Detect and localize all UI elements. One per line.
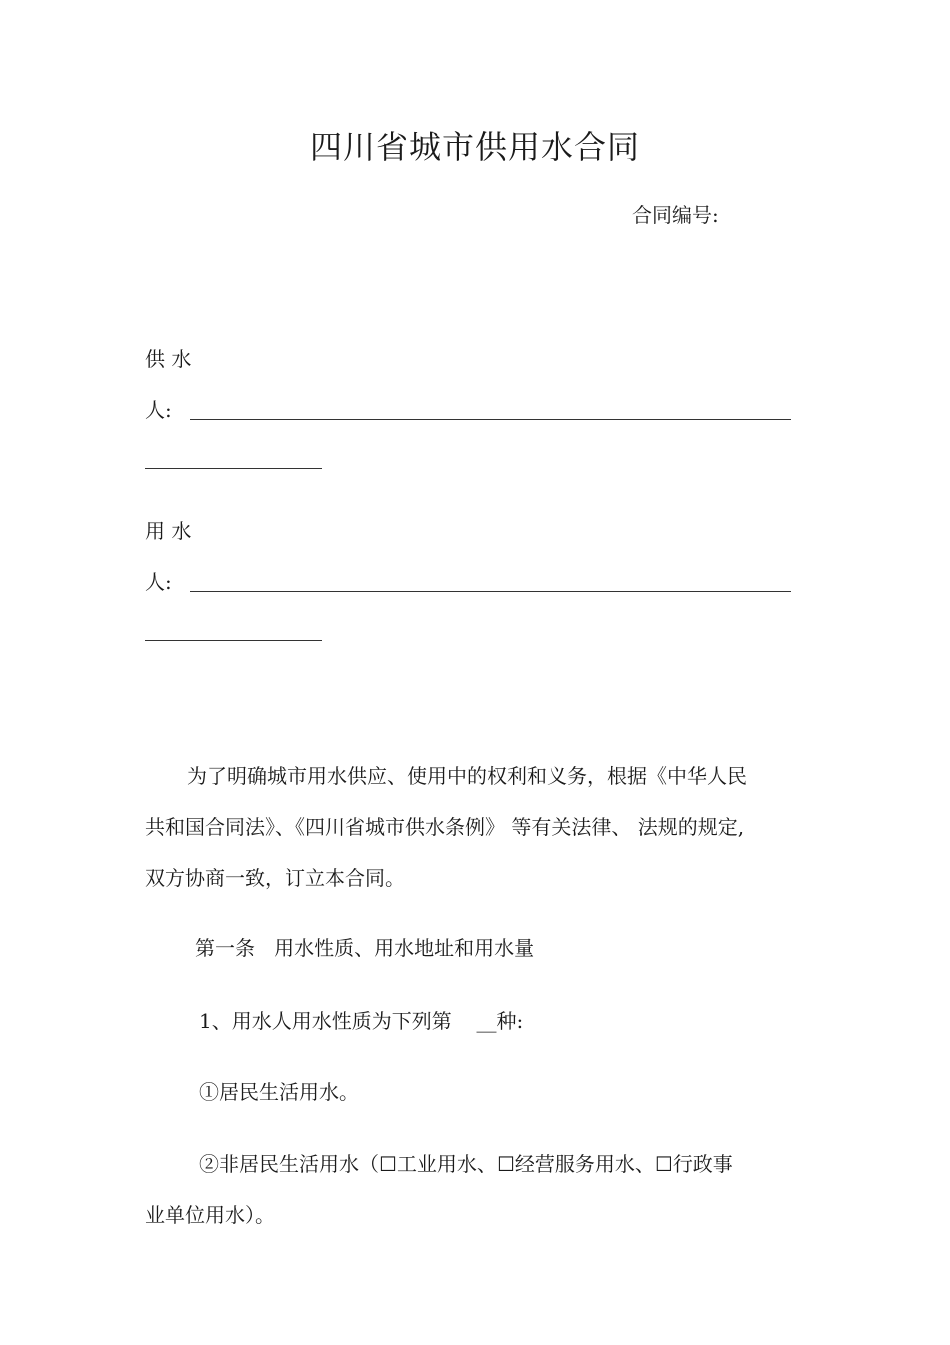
user-fill-line — [190, 591, 791, 592]
item1-suffix: 种: — [496, 1009, 524, 1033]
industrial-checkbox-icon[interactable]: ☐ — [379, 1152, 397, 1176]
supplier-fill-line — [190, 419, 791, 420]
user-fill-line-continuation — [145, 640, 322, 641]
preamble-line1: 为了明确城市用水供应、使用中的权利和义务，根据《中华人民 — [187, 764, 747, 788]
option-1: ①居民生活用水。 — [199, 1080, 359, 1104]
industrial-label: 工业用水、 — [396, 1152, 497, 1176]
article1-heading: 第一条 用水性质、用水地址和用水量 — [195, 936, 535, 960]
supplier-label-part1: 供 水 — [145, 347, 192, 371]
option-2-line2: 业单位用水）。 — [145, 1203, 275, 1227]
user-label-part1: 用 水 — [145, 519, 192, 543]
user-label-part2: 人: — [145, 570, 172, 594]
option-2-line1 — [199, 1150, 733, 1178]
business-label: 经营服务用水、 — [514, 1152, 655, 1176]
supplier-label-part2: 人: — [145, 398, 172, 422]
document-title: 四川省城市供用水合同 — [309, 128, 640, 166]
article1-item1 — [199, 1007, 523, 1035]
item1-prefix: 1、用水人用水性质为下列第 — [199, 1009, 452, 1033]
preamble-line3: 双方协商一致，订立本合同。 — [145, 866, 405, 890]
admin-label: 行政事 — [672, 1152, 733, 1176]
business-checkbox-icon[interactable]: ☐ — [496, 1152, 515, 1176]
item1-blank: __ — [476, 1009, 497, 1033]
admin-checkbox-icon[interactable]: ☐ — [654, 1152, 673, 1176]
contract-number-label: 合同编号: — [632, 203, 719, 227]
option-2-prefix: ②非居民生活用水（ — [199, 1152, 379, 1176]
preamble-line2: 共和国合同法》、《四川省城市供水条例》 等有关法律、 法规的规定, — [145, 815, 745, 839]
supplier-fill-line-continuation — [145, 468, 322, 469]
